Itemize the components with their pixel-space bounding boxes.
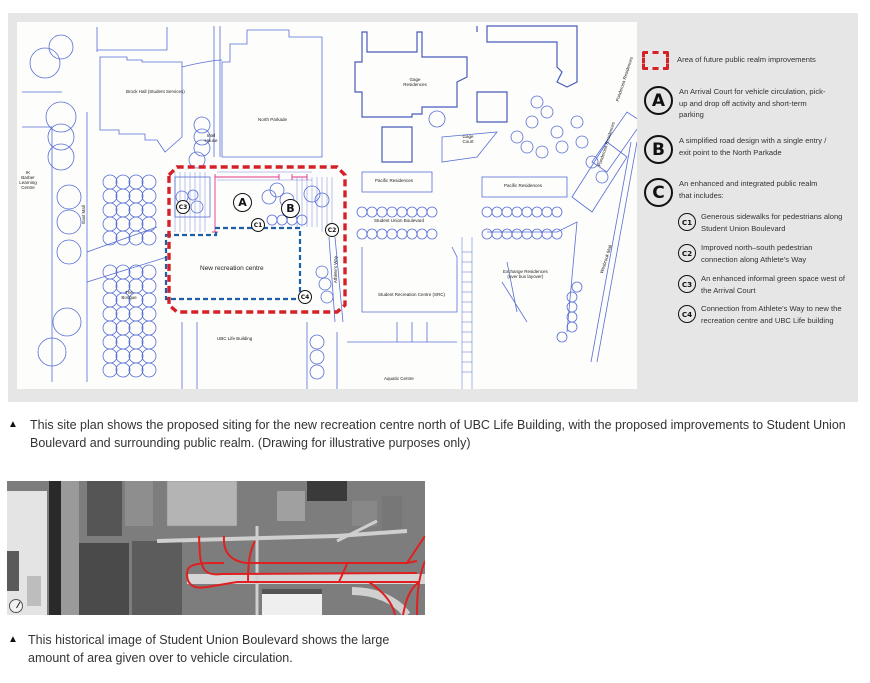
label-new-recreation-centre: New recreation centre (200, 265, 264, 272)
caption-triangle-icon: ▲ (8, 419, 18, 430)
circle-a-icon: A (644, 86, 673, 115)
circle-b-icon: B (644, 135, 673, 164)
legend-item-c1-text: Generous sidewalks for pedestrians along Student Union Boulevard (701, 212, 843, 233)
label-ubc-life-building: UBC Life Building (217, 336, 253, 341)
marker-c1: C1 (251, 218, 265, 232)
label-gage-court: Gage Court (462, 134, 474, 144)
site-plan-caption-text: This site plan shows the proposed siting for the new recreation centre north of UBC Life Building, with the proposed improvements to Student Union Boulevard and surrounding public realm. (Drawing for illustrative purposes only) (30, 418, 846, 450)
site-plan-linework (17, 22, 637, 389)
legend-boundary (642, 52, 816, 70)
aerial-caption (8, 631, 428, 667)
marker-c4: C4 (298, 290, 312, 304)
legend-boundary-label: Area of future public realm improvements (677, 55, 816, 64)
label-barber-learning-centre: IK Barber Learning Centre (19, 170, 37, 190)
label-brock-hall: Brock Hall (Student Services) (126, 89, 185, 94)
label-ponderosa-north: Ponderosa Residences (614, 56, 634, 103)
marker-a: A (233, 193, 252, 212)
aerial-imagery (7, 481, 425, 615)
label-pacific-residences-west: Pacific Residences (375, 178, 414, 183)
site-plan-caption (8, 416, 868, 452)
label-ponderosa-south: Ponderosa Residences (596, 121, 616, 168)
legend-item-c4 (678, 303, 851, 326)
circle-c2-icon: C2 (678, 244, 696, 262)
legend-item-c3-text: An enhanced informal green space west of the Arrival Court (701, 274, 845, 295)
marker-b: B (281, 199, 300, 218)
legend-item-b-text: A simplified road design with a single entry / exit point to the North Parkade (679, 136, 827, 157)
legend-item-c4-text: Connection from Athlete’s Way to new the recreation centre and UBC Life building (701, 304, 842, 325)
red-dashed-boundary-icon (642, 51, 669, 70)
circle-c4-icon: C4 (678, 305, 696, 323)
label-wesbrook-mall: Wesbrook Mall (598, 244, 613, 275)
label-pacific-residences-east: Pacific Residences (504, 183, 543, 188)
legend-item-c (642, 178, 829, 207)
label-student-union-boulevard: Student Union Boulevard (374, 218, 425, 223)
label-student-recreation-centre: Student Recreation Centre (SRC) (378, 292, 446, 297)
aerial-caption-text: This historical image of Student Union Boulevard shows the large amount of area given over to vehicle circulation. (28, 633, 390, 665)
legend-item-a-text: An Arrival Court for vehicle circulation, pick-up and drop off activity and short-term parking (679, 87, 826, 120)
exchange-residences-name: Exchange Residences (503, 269, 548, 274)
label-the-bosque: The Bosque (121, 290, 137, 300)
legend-item-a (642, 86, 829, 121)
label-gage-residences: Gage Residences (403, 77, 427, 87)
caption-triangle-icon: ▲ (8, 634, 18, 645)
legend-item-c3 (678, 273, 851, 296)
label-intel-house: Intel House (204, 133, 218, 143)
site-plan-drawing (17, 22, 637, 389)
marker-c2: C2 (325, 223, 339, 237)
legend-item-c2-text: Improved north–south pedestrian connection along Athlete’s Way (701, 243, 813, 264)
label-exchange-residences (503, 270, 548, 280)
label-aquatic-centre: Aquatic Centre (384, 376, 414, 381)
label-north-parkade: North Parkade (258, 117, 288, 122)
marker-c3: C3 (176, 200, 190, 214)
legend-item-b (642, 135, 829, 164)
legend-item-c1 (678, 211, 851, 234)
circle-c3-icon: C3 (678, 275, 696, 293)
legend-item-c2 (678, 242, 851, 265)
historical-aerial-photo (7, 481, 425, 615)
circle-c-icon: C (644, 178, 673, 207)
exchange-residences-note: (over bus layover) (507, 273, 544, 279)
label-athletes-way: Athlete's Way (333, 255, 339, 284)
site-plan-figure (8, 13, 858, 402)
north-arrow-icon (9, 599, 23, 613)
legend-item-c-text: An enhanced and integrated public realm that includes: (679, 179, 818, 200)
label-east-mall: East Mall (80, 205, 86, 224)
circle-c1-icon: C1 (678, 213, 696, 231)
